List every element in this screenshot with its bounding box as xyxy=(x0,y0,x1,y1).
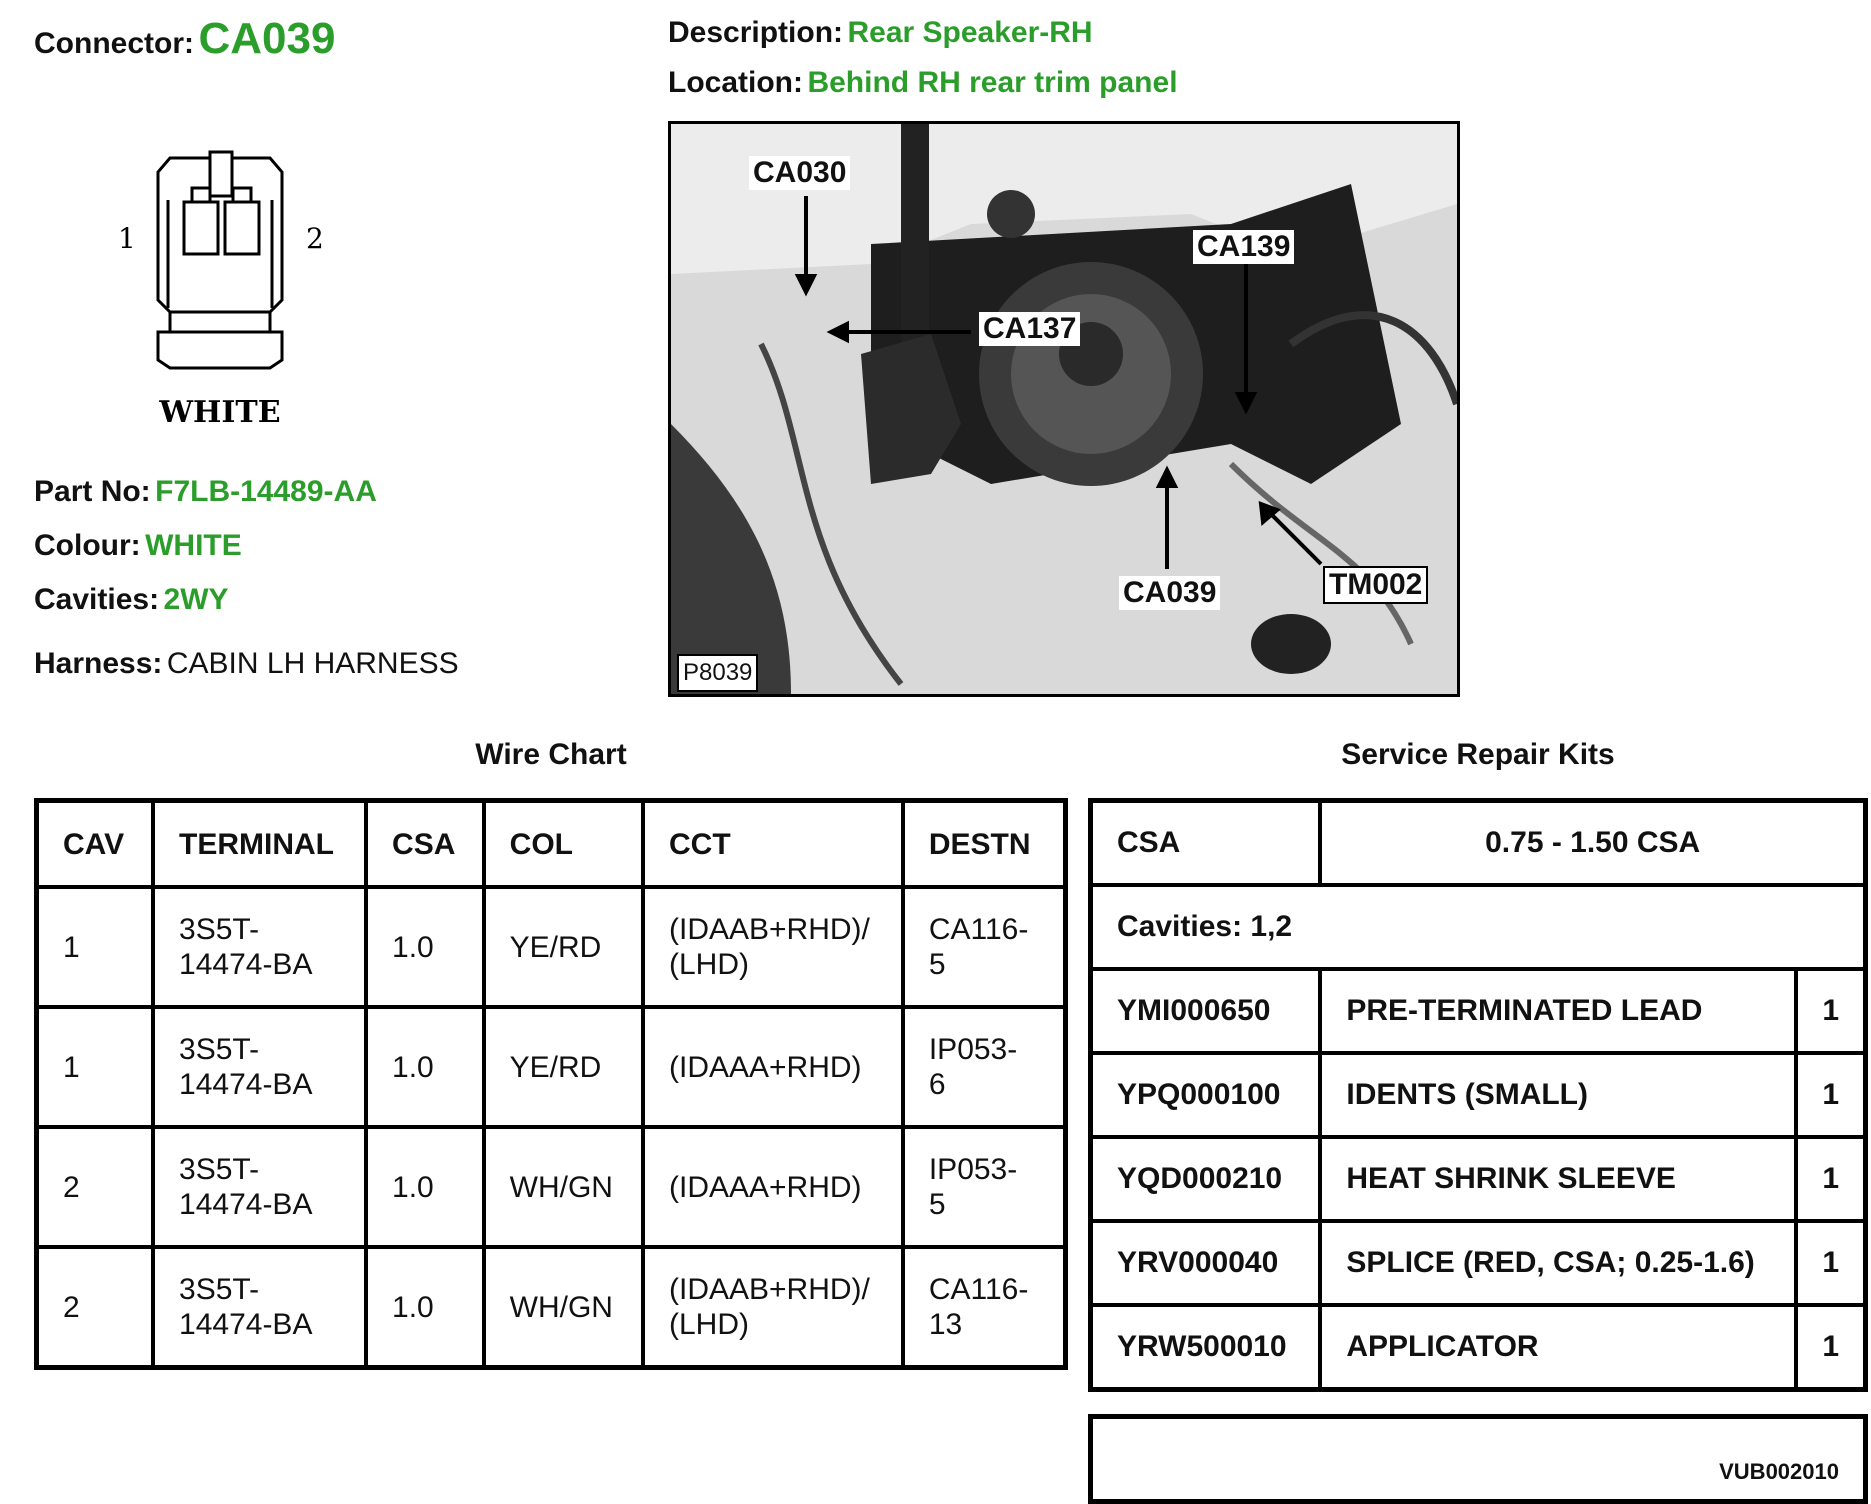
destn-cell xyxy=(903,1127,1066,1247)
cct-cell xyxy=(643,1007,903,1127)
header-terminal: TERMINAL xyxy=(153,801,366,888)
kit-code: YRV000040 xyxy=(1091,1221,1321,1305)
description-label: Description: xyxy=(668,16,844,49)
csa-cell: 1.0 xyxy=(366,887,484,1007)
harness-value: CABIN LH HARNESS xyxy=(166,647,459,680)
terminal-line-1: 3S5T- xyxy=(179,1273,260,1306)
kit-quantity: 1 xyxy=(1796,1221,1865,1305)
kit-description: IDENTS (SMALL) xyxy=(1320,1053,1796,1137)
kits-footer-code: VUB002010 xyxy=(1719,1459,1839,1484)
table-row xyxy=(1091,1305,1866,1390)
col-cell: YE/RD xyxy=(484,1007,643,1127)
terminal-cell xyxy=(153,887,366,1007)
wire-chart-table xyxy=(34,798,1068,1370)
connector-id: CA039 xyxy=(198,14,336,63)
kit-quantity: 1 xyxy=(1796,1305,1865,1390)
callout-ca039: CA039 xyxy=(1119,576,1220,610)
csa-cell: 1.0 xyxy=(366,1247,484,1368)
table-row xyxy=(1091,1053,1866,1137)
harness-label: Harness: xyxy=(34,647,163,680)
cav-cell: 2 xyxy=(37,1247,154,1368)
destn-line-2: 6 xyxy=(928,1068,946,1101)
destn-line-1: CA116- xyxy=(928,1273,1029,1306)
cct-line-2: (LHD) xyxy=(669,1308,749,1341)
cavities-line xyxy=(34,583,229,617)
terminal-line-1: 3S5T- xyxy=(179,1153,260,1186)
part-number-label: Part No: xyxy=(34,475,151,508)
col-cell: WH/GN xyxy=(484,1247,643,1368)
destn-line-1: IP053- xyxy=(928,1153,1018,1186)
cct-cell xyxy=(643,887,903,1007)
photo-reference: P8039 xyxy=(677,654,758,692)
table-row xyxy=(37,1007,1066,1127)
cavities-label: Cavities: xyxy=(34,583,160,616)
table-row xyxy=(1091,969,1866,1053)
kit-description: SPLICE (RED, CSA; 0.25-1.6) xyxy=(1320,1221,1796,1305)
colour-line xyxy=(34,529,242,563)
location-value: Behind RH rear trim panel xyxy=(807,66,1178,99)
wire-chart-header-row xyxy=(37,801,1066,888)
kit-code: YPQ000100 xyxy=(1091,1053,1321,1137)
photo-illustration xyxy=(671,124,1457,694)
cct-cell xyxy=(643,1247,903,1368)
kits-csa-value: 0.75 - 1.50 CSA xyxy=(1320,801,1865,886)
terminal-line-2: 14474-BA xyxy=(179,1308,313,1341)
cav-cell: 1 xyxy=(37,887,154,1007)
kit-code: YQD000210 xyxy=(1091,1137,1321,1221)
cct-line-1: (IDAAB+RHD)/ xyxy=(669,913,870,946)
destn-line-1: IP053- xyxy=(928,1033,1018,1066)
kit-quantity: 1 xyxy=(1796,1053,1865,1137)
cct-line-2: (LHD) xyxy=(669,948,749,981)
cct-line-1: (IDAAA+RHD) xyxy=(669,1050,862,1084)
description-value: Rear Speaker-RH xyxy=(847,16,1093,49)
cct-line-1: (IDAAB+RHD)/ xyxy=(669,1273,870,1306)
cav-cell: 2 xyxy=(37,1127,154,1247)
destn-cell xyxy=(903,1247,1066,1368)
part-number-line xyxy=(34,475,377,509)
harness-line xyxy=(34,647,459,681)
header-cav: CAV xyxy=(37,801,154,888)
cav-cell: 1 xyxy=(37,1007,154,1127)
csa-cell: 1.0 xyxy=(366,1007,484,1127)
kit-code: YMI000650 xyxy=(1091,969,1321,1053)
connector-heading xyxy=(34,14,335,64)
table-row xyxy=(37,1127,1066,1247)
repair-kits-title: Service Repair Kits xyxy=(1341,738,1615,771)
table-row xyxy=(37,1247,1066,1368)
table-row xyxy=(37,887,1066,1007)
kits-footer xyxy=(1088,1414,1868,1504)
kit-description: HEAT SHRINK SLEEVE xyxy=(1320,1137,1796,1221)
kits-csa-label: CSA xyxy=(1091,801,1321,886)
terminal-line-2: 14474-BA xyxy=(179,948,313,981)
terminal-line-2: 14474-BA xyxy=(179,1068,313,1101)
terminal-line-2: 14474-BA xyxy=(179,1188,313,1221)
header-cct: CCT xyxy=(643,801,903,888)
kits-cavities: Cavities: 1,2 xyxy=(1091,885,1866,969)
cct-line-1: (IDAAA+RHD) xyxy=(669,1170,862,1204)
pin-2-label: 2 xyxy=(306,222,324,255)
colour-label: Colour: xyxy=(34,529,141,562)
callout-ca139: CA139 xyxy=(1193,230,1294,264)
kits-cavities-row xyxy=(1091,885,1866,969)
destn-line-1: CA116- xyxy=(928,913,1029,946)
cavities-value: 2WY xyxy=(163,583,229,616)
table-row xyxy=(1091,1137,1866,1221)
col-cell: YE/RD xyxy=(484,887,643,1007)
location-photo xyxy=(668,121,1460,697)
connector-label: Connector: xyxy=(34,27,194,60)
destn-cell xyxy=(903,1007,1066,1127)
header-csa: CSA xyxy=(366,801,484,888)
callout-tm002: TM002 xyxy=(1323,566,1428,604)
destn-line-2: 5 xyxy=(928,948,946,981)
terminal-line-1: 3S5T- xyxy=(179,913,260,946)
callout-ca137: CA137 xyxy=(979,312,1080,346)
colour-value: WHITE xyxy=(145,529,242,562)
cct-cell xyxy=(643,1127,903,1247)
kit-code: YRW500010 xyxy=(1091,1305,1321,1390)
header-col: COL xyxy=(484,801,643,888)
col-cell: WH/GN xyxy=(484,1127,643,1247)
terminal-cell xyxy=(153,1007,366,1127)
location-line xyxy=(668,66,1178,100)
part-number-value: F7LB-14489-AA xyxy=(155,475,377,508)
terminal-cell xyxy=(153,1127,366,1247)
table-row xyxy=(1091,1221,1866,1305)
kit-description: APPLICATOR xyxy=(1320,1305,1796,1390)
connector-face-diagram xyxy=(110,140,340,440)
header-destn: DESTN xyxy=(903,801,1066,888)
kit-description: PRE-TERMINATED LEAD xyxy=(1320,969,1796,1053)
kit-quantity: 1 xyxy=(1796,969,1865,1053)
pin-1-label: 1 xyxy=(118,222,136,255)
csa-cell: 1.0 xyxy=(366,1127,484,1247)
kit-quantity: 1 xyxy=(1796,1137,1865,1221)
destn-line-2: 13 xyxy=(928,1308,963,1341)
destn-cell xyxy=(903,887,1066,1007)
terminal-cell xyxy=(153,1247,366,1368)
destn-line-2: 5 xyxy=(928,1188,946,1221)
callout-ca030: CA030 xyxy=(749,156,850,190)
terminal-line-1: 3S5T- xyxy=(179,1033,260,1066)
description-line xyxy=(668,16,1093,50)
kits-csa-row xyxy=(1091,801,1866,886)
repair-kits-table xyxy=(1088,798,1868,1392)
connector-colour-caption: WHITE xyxy=(159,395,281,430)
location-label: Location: xyxy=(668,66,803,99)
wire-chart-title: Wire Chart xyxy=(475,738,627,771)
